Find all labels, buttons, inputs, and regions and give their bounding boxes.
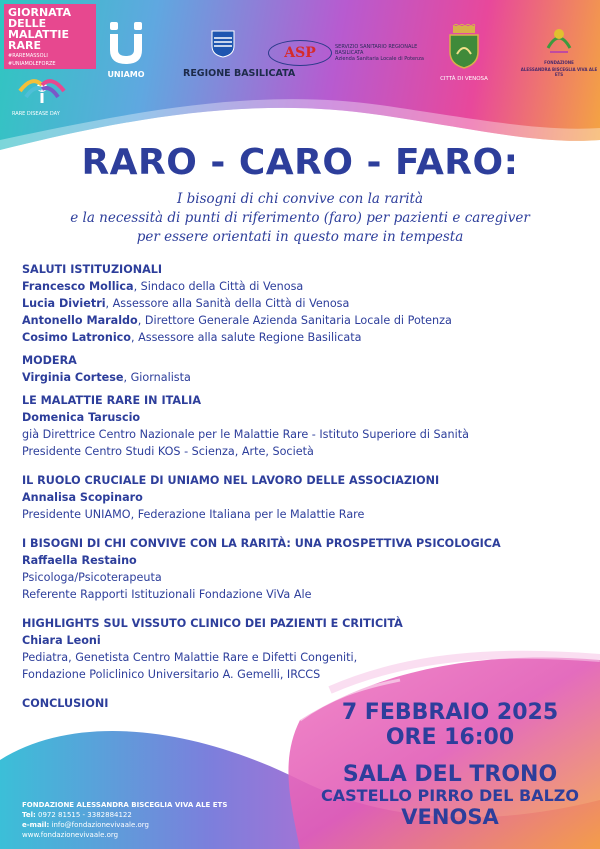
- section-heading: LE MALATTIE RARE IN ITALIA: [22, 394, 201, 407]
- speaker-name: Annalisa Scopinaro: [22, 491, 143, 504]
- event-venue: SALA DEL TRONO: [342, 762, 558, 787]
- footer-phone: [22, 810, 282, 820]
- speaker-role: , Assessore alla Sanità della Città di Venosa: [105, 297, 350, 310]
- speaker-line: [22, 329, 562, 346]
- uniamo-logo: [103, 20, 149, 79]
- section-malattie-rare: [22, 392, 562, 460]
- section-ruolo-uniamo: [22, 472, 562, 523]
- speaker-role: Psicologa/Psicoterapeuta: [22, 571, 162, 584]
- regione-basilicata-logo: [183, 30, 296, 79]
- subtitle-line-1: I bisogni di chi convive con la rarità: [176, 191, 423, 207]
- asp-text-2: BASILICATA: [335, 50, 364, 56]
- email-link[interactable]: info@fondazionevivaale.org: [49, 821, 149, 829]
- footer-website[interactable]: www.fondazionevivaale.org: [22, 831, 119, 839]
- section-modera: [22, 352, 562, 386]
- speaker-role: Pediatra, Genetista Centro Malattie Rare e Difetti Congeniti,: [22, 651, 358, 664]
- subtitle: [20, 190, 580, 247]
- speaker-line: [22, 278, 562, 295]
- program: [22, 261, 562, 712]
- section-saluti: [22, 261, 562, 346]
- rare-disease-day-icon: [12, 71, 72, 105]
- asp-mark: ASP: [268, 40, 332, 66]
- section-heading: MODERA: [22, 354, 77, 367]
- footer-org: FONDAZIONE ALESSANDRA BISCEGLIA VIVA ALE ETS: [22, 801, 228, 809]
- asp-description: [335, 44, 430, 62]
- basilicata-shield-icon: [211, 30, 235, 58]
- speaker-name: Lucia Divietri: [22, 297, 106, 310]
- speaker-name: Domenica Taruscio: [22, 411, 141, 424]
- speaker-name: Francesco Mollica: [22, 280, 134, 293]
- basilicata-label: REGIONE BASILICATA: [183, 68, 296, 79]
- speaker-line: [22, 369, 562, 386]
- phone-value: 0972 81515 - 3382884122: [35, 811, 132, 819]
- venosa-crest-icon: [447, 24, 481, 70]
- section-highlights: [22, 615, 562, 683]
- giornata-line-1: GIORNATA: [8, 6, 71, 19]
- speaker-role: Presidente UNIAMO, Federazione Italiana per le Malattie Rare: [22, 508, 365, 521]
- asp-logo: [268, 40, 438, 66]
- section-heading: SALUTI ISTITUZIONALI: [22, 263, 163, 276]
- speaker-name: Raffaella Restaino: [22, 554, 137, 567]
- speaker-role: , Sindaco della Città di Venosa: [133, 280, 304, 293]
- rare-disease-day-label: RARE DISEASE DAY: [12, 111, 60, 117]
- asp-text-1: SERVIZIO SANITARIO REGIONALE: [335, 44, 418, 50]
- section-heading: IL RUOLO CRUCIALE DI UNIAMO NEL LAVORO DELLE ASSOCIAZIONI: [22, 474, 440, 487]
- phone-label: Tel:: [22, 811, 36, 819]
- speaker-role: Fondazione Policlinico Universitario A. Gemelli, IRCCS: [22, 668, 321, 681]
- giornata-badge: [4, 4, 96, 69]
- email-label: e-mail:: [22, 821, 50, 829]
- event-time: ORE 16:00: [385, 725, 515, 750]
- section-bisogni: [22, 535, 562, 603]
- speaker-name: Antonello Maraldo: [22, 314, 138, 327]
- event-castle: CASTELLO PIRRO DEL BALZO: [321, 786, 579, 805]
- giornata-malattie-rare-logo: [4, 4, 96, 124]
- speaker-line: [22, 295, 562, 312]
- speaker-role: Presidente Centro Studi KOS - Scienza, Arte, Società: [22, 445, 314, 458]
- speaker-name: Virginia Cortese: [22, 371, 124, 384]
- section-heading: HIGHLIGHTS SUL VISSUTO CLINICO DEI PAZIENTI E CRITICITÀ: [22, 617, 403, 630]
- subtitle-line-2: e la necessità di punti di riferimento (faro) per pazienti e caregiver: [70, 210, 530, 226]
- event-date: 7 FEBBRAIO 2025: [341, 700, 559, 725]
- logo-bar: [0, 0, 600, 125]
- venosa-label: CITTÀ DI VENOSA: [440, 76, 488, 82]
- speaker-role: , Direttore Generale Azienda Sanitaria Locale di Potenza: [137, 314, 452, 327]
- citta-di-venosa-logo: [440, 24, 488, 82]
- asp-text-3: Azienda Sanitaria Locale di Potenza: [335, 56, 424, 62]
- fond-label-2: ALESSANDRA BISCEGLIA VIVA ALE ETS: [520, 67, 598, 77]
- page-title: RARO - CARO - FARO:: [81, 142, 519, 183]
- speaker-line: [22, 312, 562, 329]
- speaker-role: , Giornalista: [123, 371, 191, 384]
- uniamo-label: UNIAMO: [107, 70, 145, 79]
- giornata-tag-2: #UNIAMOLEFORZE: [8, 61, 56, 67]
- viva-ale-icon: [544, 26, 574, 54]
- speaker-role: Referente Rapporti Istituzionali Fondazione ViVa Ale: [22, 588, 312, 601]
- uniamo-u-icon: [106, 20, 146, 64]
- section-heading: I BISOGNI DI CHI CONVIVE CON LA RARITÀ: UNA PROSPETTIVA PSICOLOGICA: [22, 537, 501, 550]
- giornata-line-2: DELLE MALATTIE: [8, 17, 69, 41]
- fondazione-viva-ale-logo: [520, 26, 598, 77]
- footer-email: [22, 820, 282, 830]
- speaker-name: Chiara Leoni: [22, 634, 101, 647]
- event-info: [300, 700, 600, 829]
- giornata-line-3: RARE: [8, 39, 41, 52]
- subtitle-line-3: per essere orientati in questo mare in tempesta: [136, 229, 464, 245]
- speaker-name: Cosimo Latronico: [22, 331, 131, 344]
- footer-contacts: [22, 800, 282, 840]
- speaker-role: , Assessore alla salute Regione Basilicata: [130, 331, 362, 344]
- fond-label-1: FONDAZIONE: [544, 60, 574, 65]
- speaker-role: già Direttrice Centro Nazionale per le Malattie Rare - Istituto Superiore di Sanità: [22, 428, 469, 441]
- event-city: VENOSA: [401, 805, 499, 829]
- section-heading: CONCLUSIONI: [22, 697, 109, 710]
- giornata-tag-1: #RAREMASSOLI: [8, 53, 48, 59]
